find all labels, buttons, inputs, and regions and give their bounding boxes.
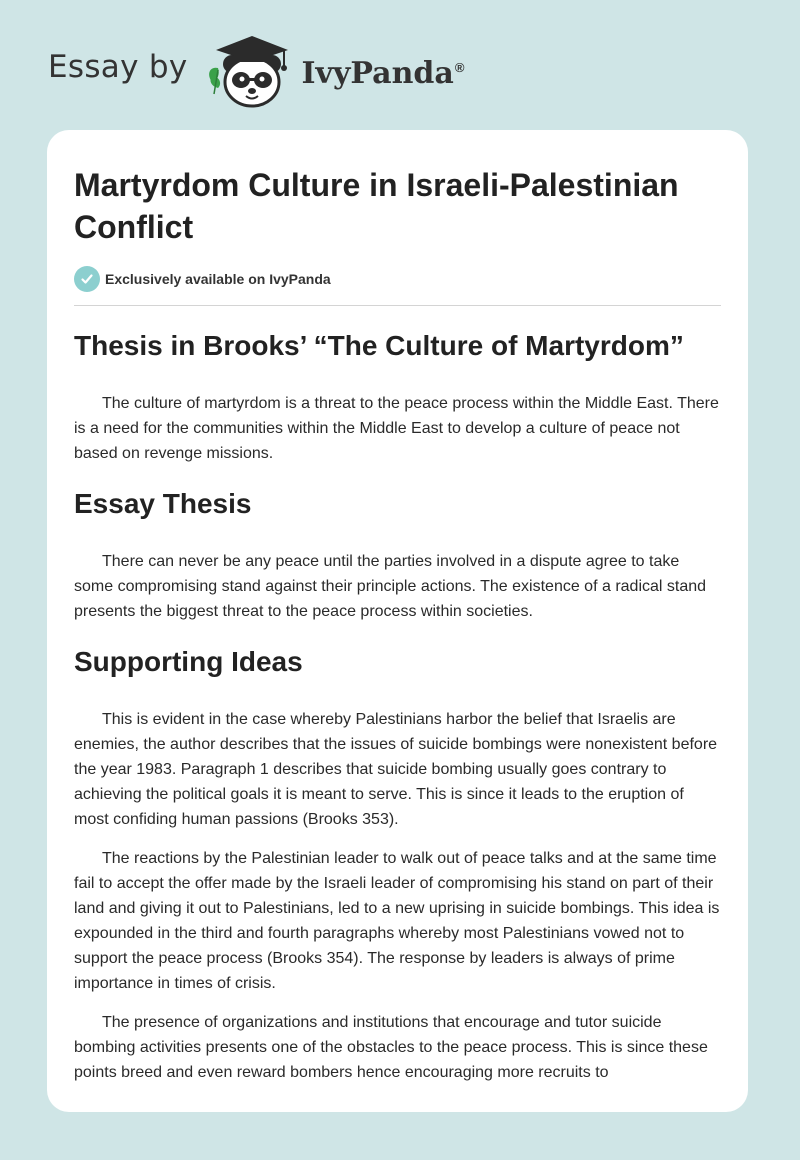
brand-name: IvyPanda® [301, 55, 465, 91]
paragraph: The reactions by the Palestinian leader to walk out of peace talks and at the same time fail to accept the offer made by the Israeli leader of compromising his stand on part of their land and giving it out to Palestinians, led to a new uprising in suicide bombings. This idea is expounded in the third and fourth paragraphs whereby most Palestinians vowed not to support the peace process (Brooks 354). The response by leaders is always of prime importance in times of crisis. [74, 850, 720, 992]
exclusive-badge-label: Exclusively available on IvyPanda [105, 271, 331, 287]
brand-header [48, 30, 464, 110]
section-heading: Supporting Ideas [74, 646, 303, 677]
panda-graduation-cap-icon [204, 30, 296, 110]
section-heading: Essay Thesis [74, 488, 252, 519]
paragraph: There can never be any peace until the parties involved in a dispute agree to take some compromising stand against their principle actions. The existence of a radical stand presents the biggest threat to the peace process within societies. [74, 553, 707, 620]
paragraph: The presence of organizations and institutions that encourage and tutor suicide bombing activities presents one of the obstacles to the peace process. This is since these points breed and even reward bombers hence encouraging more recruits to [74, 1014, 708, 1081]
paragraph: The culture of martyrdom is a threat to the peace process within the Middle East. There is a need for the communities within the Middle East to develop a culture of peace not based on revenge missions. [74, 395, 719, 462]
section-heading: Thesis in Brooks’ “The Culture of Martyrdom” [74, 330, 684, 361]
check-circle-icon [74, 266, 100, 292]
paragraph: This is evident in the case whereby Palestinians harbor the belief that Israelis are enemies, the author describes that the issues of suicide bombings were nonexistent before the year 1983. Paragraph 1 describes that suicide bombing usually goes contrary to achieving the political goals it is meant to serve. This is since it leads to the eruption of most confiding human passions (Brooks 353). [74, 711, 718, 828]
brand-prefix: Essay by [48, 49, 188, 85]
exclusive-badge [74, 265, 721, 293]
essay-card [47, 130, 748, 1112]
essay-title: Martyrdom Culture in Israeli-Palestinian Conflict [74, 167, 679, 245]
divider [74, 305, 721, 306]
registered-mark: ® [454, 59, 465, 75]
